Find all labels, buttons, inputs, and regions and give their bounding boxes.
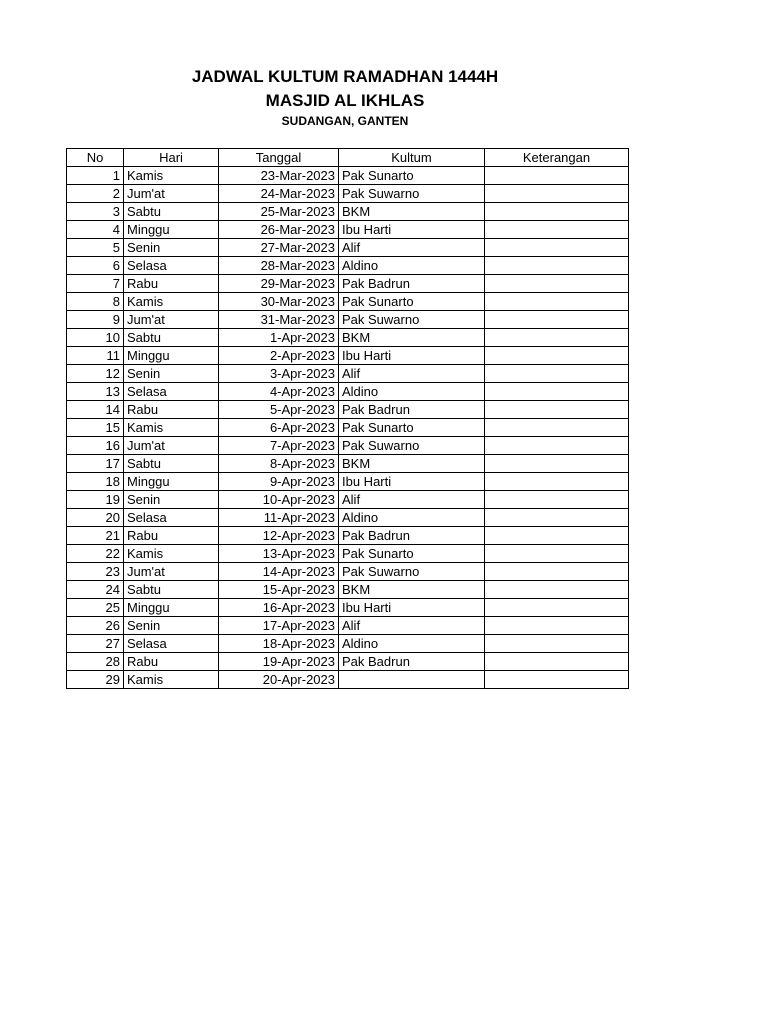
table-row [67, 293, 629, 311]
cell-tanggal: 27-Mar-2023 [219, 239, 339, 257]
cell-kultum: Pak Badrun [339, 653, 485, 671]
cell-kultum: BKM [339, 329, 485, 347]
cell-kultum: BKM [339, 203, 485, 221]
cell-keterangan [485, 545, 629, 563]
cell-keterangan [485, 401, 629, 419]
cell-hari: Sabtu [124, 581, 219, 599]
cell-kultum: Alif [339, 491, 485, 509]
column-header-tanggal: Tanggal [219, 149, 339, 167]
cell-keterangan [485, 653, 629, 671]
cell-hari: Kamis [124, 419, 219, 437]
cell-kultum: Ibu Harti [339, 599, 485, 617]
cell-no: 3 [67, 203, 124, 221]
cell-no: 8 [67, 293, 124, 311]
cell-keterangan [485, 329, 629, 347]
table-row [67, 491, 629, 509]
cell-keterangan [485, 563, 629, 581]
cell-hari: Minggu [124, 599, 219, 617]
table-row [67, 329, 629, 347]
cell-kultum: Pak Suwarno [339, 437, 485, 455]
cell-hari: Kamis [124, 545, 219, 563]
cell-kultum: Aldino [339, 257, 485, 275]
cell-hari: Jum'at [124, 563, 219, 581]
cell-kultum: Pak Suwarno [339, 185, 485, 203]
cell-no: 27 [67, 635, 124, 653]
cell-hari: Senin [124, 491, 219, 509]
cell-no: 22 [67, 545, 124, 563]
table-row [67, 185, 629, 203]
table-row [67, 437, 629, 455]
cell-keterangan [485, 419, 629, 437]
cell-no: 10 [67, 329, 124, 347]
cell-kultum: Pak Sunarto [339, 167, 485, 185]
cell-hari: Rabu [124, 653, 219, 671]
cell-no: 17 [67, 455, 124, 473]
cell-keterangan [485, 509, 629, 527]
cell-kultum: Ibu Harti [339, 347, 485, 365]
cell-tanggal: 16-Apr-2023 [219, 599, 339, 617]
cell-kultum: Pak Badrun [339, 401, 485, 419]
cell-hari: Rabu [124, 527, 219, 545]
cell-hari: Jum'at [124, 185, 219, 203]
cell-tanggal: 17-Apr-2023 [219, 617, 339, 635]
cell-tanggal: 2-Apr-2023 [219, 347, 339, 365]
cell-no: 23 [67, 563, 124, 581]
cell-hari: Kamis [124, 293, 219, 311]
cell-no: 24 [67, 581, 124, 599]
cell-keterangan [485, 347, 629, 365]
cell-keterangan [485, 437, 629, 455]
table-row [67, 275, 629, 293]
table-row [67, 527, 629, 545]
cell-no: 26 [67, 617, 124, 635]
cell-tanggal: 23-Mar-2023 [219, 167, 339, 185]
kultum-schedule-table [66, 148, 629, 689]
cell-kultum: Pak Badrun [339, 275, 485, 293]
table-row [67, 311, 629, 329]
cell-tanggal: 30-Mar-2023 [219, 293, 339, 311]
cell-tanggal: 6-Apr-2023 [219, 419, 339, 437]
cell-keterangan [485, 617, 629, 635]
cell-tanggal: 7-Apr-2023 [219, 437, 339, 455]
cell-tanggal: 18-Apr-2023 [219, 635, 339, 653]
table-row [67, 563, 629, 581]
cell-hari: Jum'at [124, 437, 219, 455]
cell-kultum: BKM [339, 581, 485, 599]
cell-hari: Selasa [124, 635, 219, 653]
table-header-row [67, 149, 629, 167]
table-body [67, 167, 629, 689]
cell-kultum: Aldino [339, 509, 485, 527]
table-row [67, 419, 629, 437]
cell-keterangan [485, 365, 629, 383]
cell-tanggal: 5-Apr-2023 [219, 401, 339, 419]
cell-hari: Minggu [124, 473, 219, 491]
location-subtitle: SUDANGAN, GANTEN [281, 114, 409, 128]
cell-tanggal: 20-Apr-2023 [219, 671, 339, 689]
cell-hari: Jum'at [124, 311, 219, 329]
table-row [67, 167, 629, 185]
cell-no: 29 [67, 671, 124, 689]
cell-kultum: Pak Sunarto [339, 419, 485, 437]
cell-hari: Selasa [124, 383, 219, 401]
cell-keterangan [485, 311, 629, 329]
cell-no: 15 [67, 419, 124, 437]
cell-keterangan [485, 527, 629, 545]
table-row [67, 581, 629, 599]
cell-tanggal: 15-Apr-2023 [219, 581, 339, 599]
cell-keterangan [485, 167, 629, 185]
cell-tanggal: 3-Apr-2023 [219, 365, 339, 383]
cell-no: 9 [67, 311, 124, 329]
cell-hari: Senin [124, 239, 219, 257]
table-row [67, 545, 629, 563]
cell-tanggal: 29-Mar-2023 [219, 275, 339, 293]
table-row [67, 635, 629, 653]
cell-no: 12 [67, 365, 124, 383]
table-row [67, 347, 629, 365]
cell-tanggal: 9-Apr-2023 [219, 473, 339, 491]
document-title: JADWAL KULTUM RAMADHAN 1444H [191, 67, 499, 86]
cell-kultum: Alif [339, 239, 485, 257]
cell-kultum: Pak Badrun [339, 527, 485, 545]
cell-hari: Rabu [124, 401, 219, 419]
mosque-name: MASJID AL IKHLAS [265, 91, 425, 110]
cell-tanggal: 28-Mar-2023 [219, 257, 339, 275]
cell-no: 4 [67, 221, 124, 239]
column-header-keterangan: Keterangan [485, 149, 629, 167]
cell-hari: Senin [124, 365, 219, 383]
cell-hari: Sabtu [124, 203, 219, 221]
cell-keterangan [485, 239, 629, 257]
cell-keterangan [485, 473, 629, 491]
table-row [67, 365, 629, 383]
cell-keterangan [485, 275, 629, 293]
cell-keterangan [485, 491, 629, 509]
cell-no: 25 [67, 599, 124, 617]
cell-kultum: BKM [339, 455, 485, 473]
table-row [67, 221, 629, 239]
table-row [67, 473, 629, 491]
table-row [67, 599, 629, 617]
table-row [67, 203, 629, 221]
cell-kultum: Alif [339, 365, 485, 383]
cell-hari: Minggu [124, 221, 219, 239]
table-row [67, 671, 629, 689]
table-row [67, 257, 629, 275]
cell-no: 19 [67, 491, 124, 509]
cell-no: 13 [67, 383, 124, 401]
cell-hari: Selasa [124, 257, 219, 275]
cell-keterangan [485, 257, 629, 275]
cell-tanggal: 26-Mar-2023 [219, 221, 339, 239]
cell-tanggal: 1-Apr-2023 [219, 329, 339, 347]
cell-kultum: Ibu Harti [339, 221, 485, 239]
cell-tanggal: 19-Apr-2023 [219, 653, 339, 671]
cell-keterangan [485, 455, 629, 473]
cell-keterangan [485, 203, 629, 221]
cell-tanggal: 12-Apr-2023 [219, 527, 339, 545]
cell-keterangan [485, 221, 629, 239]
cell-hari: Rabu [124, 275, 219, 293]
cell-kultum: Pak Suwarno [339, 563, 485, 581]
cell-tanggal: 10-Apr-2023 [219, 491, 339, 509]
cell-hari: Kamis [124, 671, 219, 689]
cell-kultum: Pak Sunarto [339, 293, 485, 311]
cell-no: 20 [67, 509, 124, 527]
cell-kultum: Pak Suwarno [339, 311, 485, 329]
column-header-no: No [67, 149, 124, 167]
cell-tanggal: 8-Apr-2023 [219, 455, 339, 473]
cell-tanggal: 25-Mar-2023 [219, 203, 339, 221]
cell-no: 28 [67, 653, 124, 671]
cell-keterangan [485, 293, 629, 311]
table-row [67, 653, 629, 671]
cell-tanggal: 14-Apr-2023 [219, 563, 339, 581]
cell-hari: Sabtu [124, 455, 219, 473]
cell-keterangan [485, 635, 629, 653]
cell-tanggal: 31-Mar-2023 [219, 311, 339, 329]
cell-keterangan [485, 671, 629, 689]
cell-kultum: Aldino [339, 383, 485, 401]
cell-hari: Kamis [124, 167, 219, 185]
cell-no: 21 [67, 527, 124, 545]
table-row [67, 239, 629, 257]
table-row [67, 455, 629, 473]
cell-hari: Senin [124, 617, 219, 635]
cell-keterangan [485, 599, 629, 617]
cell-hari: Selasa [124, 509, 219, 527]
cell-hari: Sabtu [124, 329, 219, 347]
cell-kultum: Alif [339, 617, 485, 635]
column-header-kultum: Kultum [339, 149, 485, 167]
cell-tanggal: 13-Apr-2023 [219, 545, 339, 563]
cell-no: 11 [67, 347, 124, 365]
cell-no: 16 [67, 437, 124, 455]
table-row [67, 617, 629, 635]
table-row [67, 401, 629, 419]
cell-kultum: Pak Sunarto [339, 545, 485, 563]
cell-keterangan [485, 383, 629, 401]
cell-tanggal: 24-Mar-2023 [219, 185, 339, 203]
cell-no: 14 [67, 401, 124, 419]
cell-kultum: Aldino [339, 635, 485, 653]
column-header-hari: Hari [124, 149, 219, 167]
cell-tanggal: 4-Apr-2023 [219, 383, 339, 401]
cell-no: 18 [67, 473, 124, 491]
cell-kultum: Ibu Harti [339, 473, 485, 491]
table-row [67, 509, 629, 527]
cell-tanggal: 11-Apr-2023 [219, 509, 339, 527]
cell-no: 7 [67, 275, 124, 293]
cell-hari: Minggu [124, 347, 219, 365]
cell-keterangan [485, 185, 629, 203]
cell-no: 2 [67, 185, 124, 203]
cell-no: 5 [67, 239, 124, 257]
cell-no: 1 [67, 167, 124, 185]
table-row [67, 383, 629, 401]
cell-keterangan [485, 581, 629, 599]
cell-kultum [339, 671, 485, 689]
cell-no: 6 [67, 257, 124, 275]
